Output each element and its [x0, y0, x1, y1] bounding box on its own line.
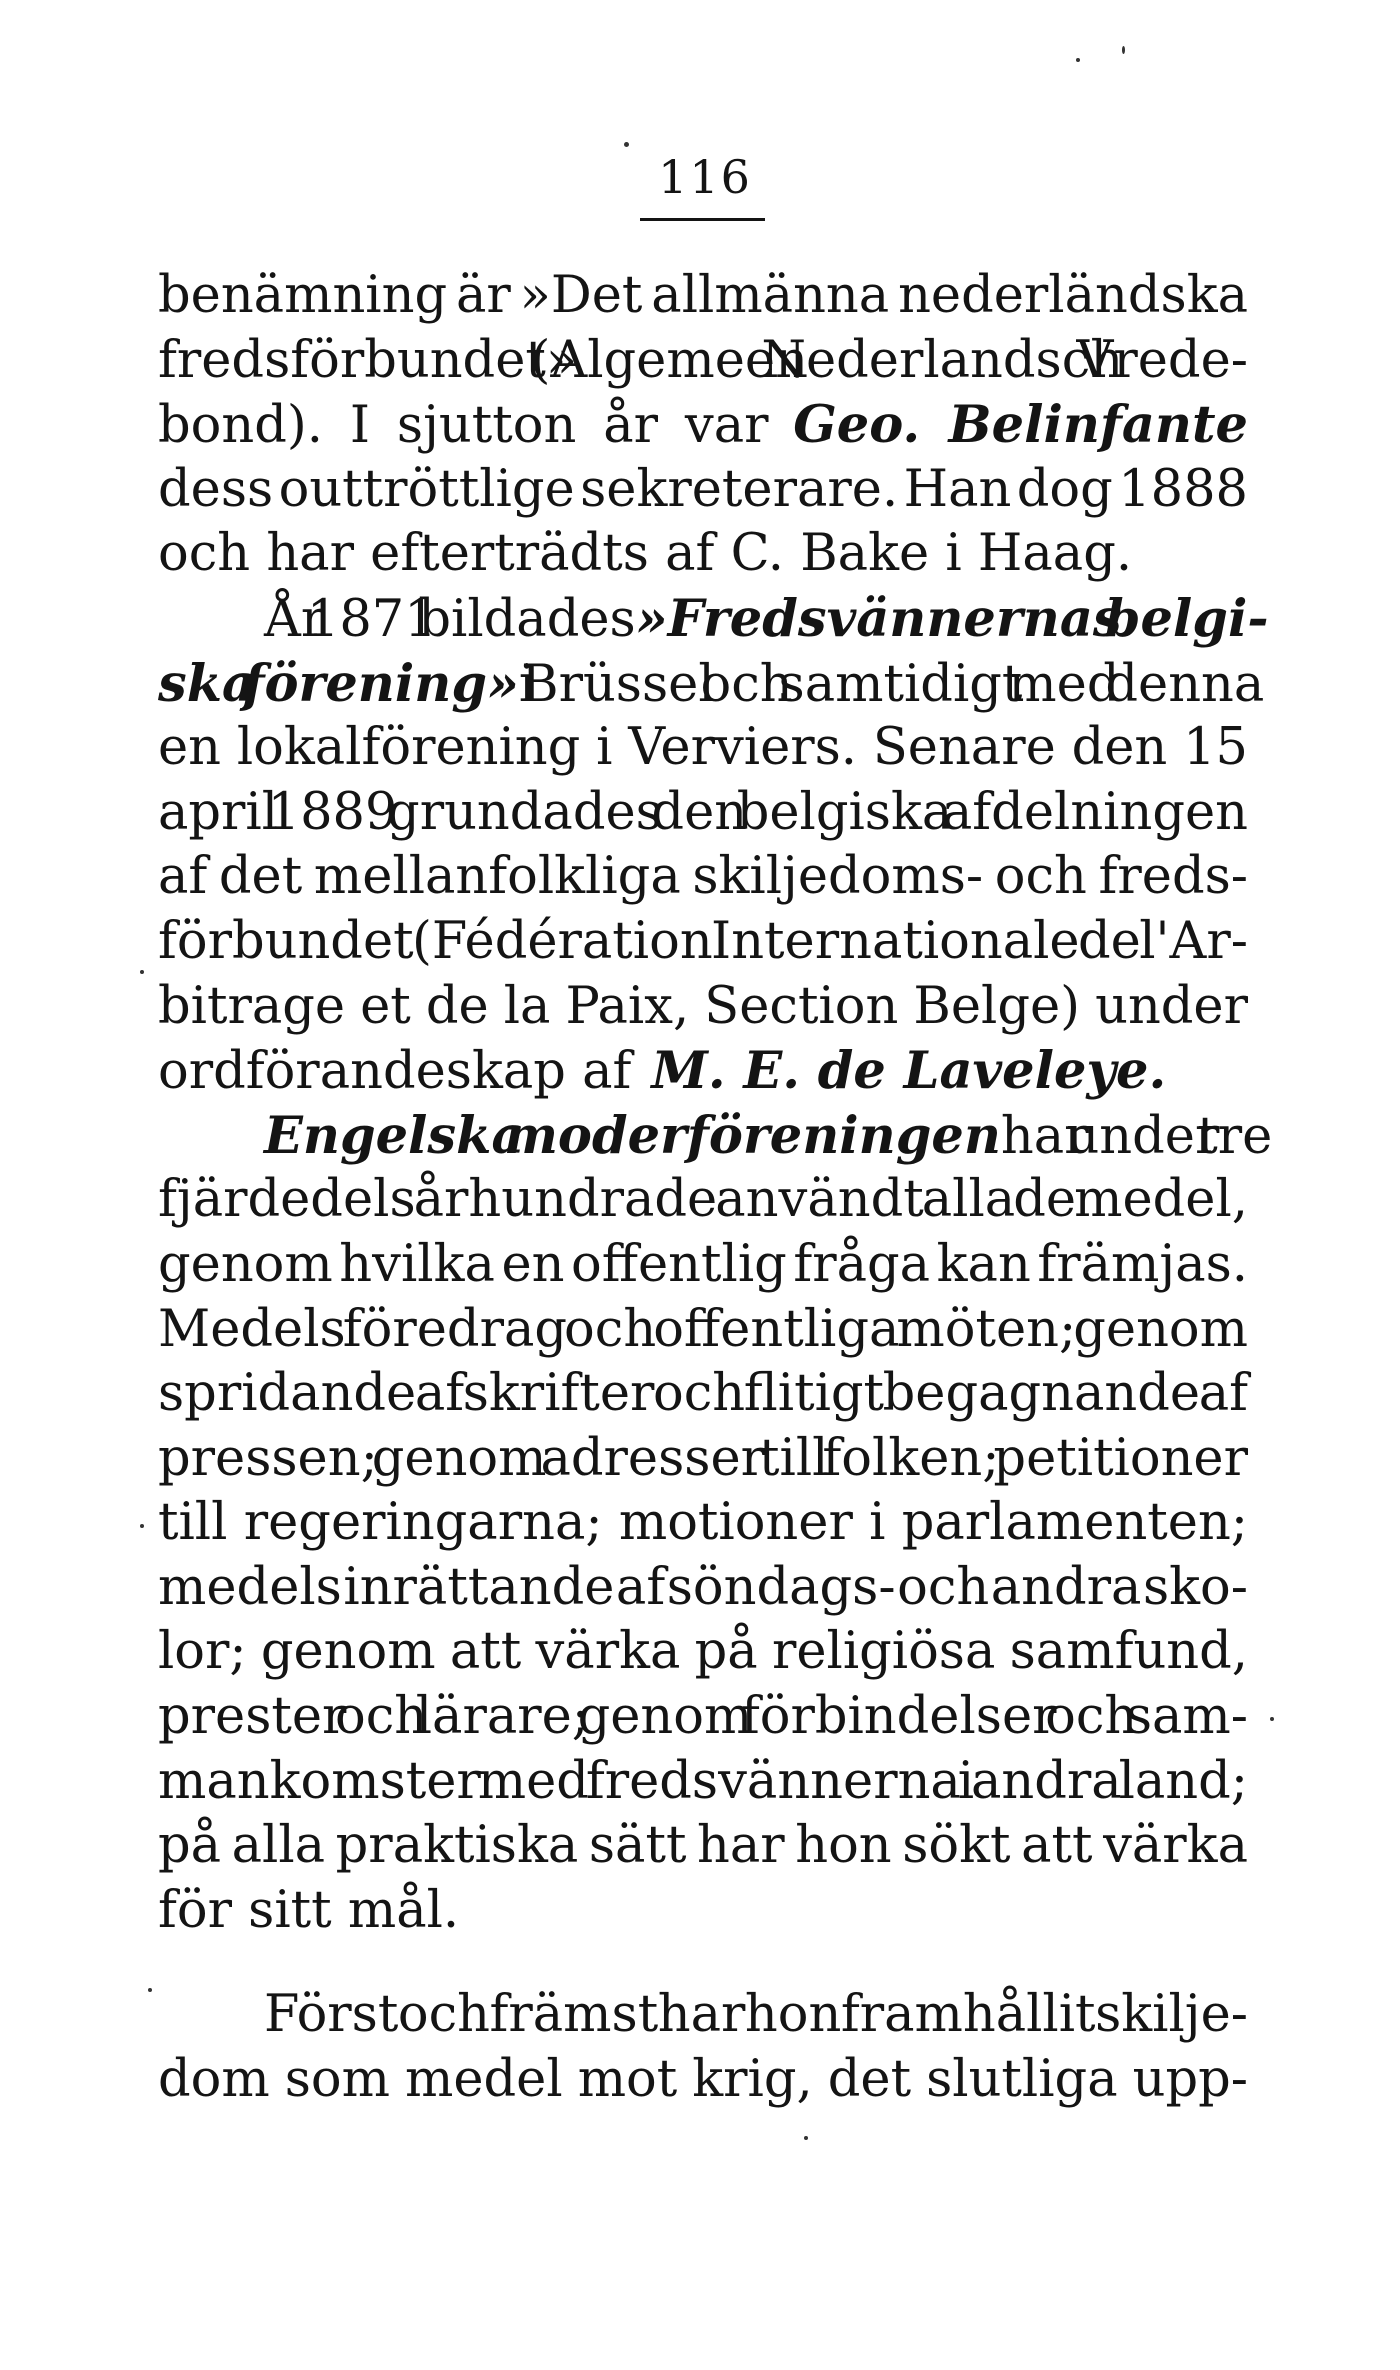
text-line — [158, 1814, 1248, 1879]
text-line — [158, 458, 1248, 523]
text-line — [158, 1556, 1248, 1621]
text-line — [158, 910, 1248, 975]
text-segment: förbundet (Fédération Internationale de l'Ar- — [158, 911, 1248, 971]
text-line — [158, 1104, 1273, 1169]
page-number-rule — [640, 218, 765, 221]
text-segment: i Brüssel och samtidigt med denna — [518, 654, 1265, 714]
text-line — [158, 1168, 1248, 1233]
page-number: 116 — [658, 150, 752, 204]
scan-speck — [1270, 1717, 1274, 1721]
text-segment: har under tre — [1000, 1106, 1273, 1166]
text-segment: bond). I sjutton år var — [158, 396, 769, 456]
text-line — [158, 522, 1248, 587]
text-line — [158, 329, 1248, 394]
text-segment: benämning är »Det allmänna nederländska — [158, 266, 1248, 325]
text-line — [158, 1620, 1248, 1685]
text-line — [158, 264, 1248, 329]
italic-segment: Geo. Belinfante — [793, 395, 1248, 456]
scan-speck — [624, 142, 629, 147]
scan-speck — [1076, 58, 1080, 62]
text-segment: fjärdedels århundrade användt alla de medel, — [158, 1170, 1248, 1230]
text-segment: År 1871 bildades — [264, 589, 636, 649]
text-line — [158, 716, 1248, 781]
text-segment: pressen; genom adresser till folken; petitioner — [158, 1428, 1248, 1488]
text-segment: af det mellanfolkliga skiljedoms- och freds- — [158, 847, 1248, 907]
text-segment: en lokalförening i Verviers. Senare den 15 — [158, 718, 1248, 778]
text-segment: Först och främst har hon framhållit skilje- — [264, 1985, 1248, 2045]
italic-segment: »Fredsvännernas belgi- — [635, 588, 1269, 649]
text-line — [158, 1750, 1248, 1815]
text-line — [158, 1427, 1248, 1492]
text-line — [158, 1362, 1248, 1427]
text-line — [158, 2048, 1248, 2113]
text-line — [158, 587, 1269, 652]
text-segment: spridande af skrifter och flitigt begagnande af — [158, 1364, 1248, 1424]
text-segment: april 1889 grundades den belgiska afdelningen — [158, 782, 1248, 842]
scan-speck — [1122, 46, 1125, 54]
text-line — [158, 845, 1248, 910]
text-segment: till regeringarna; motioner i parlamenten; — [158, 1493, 1248, 1553]
text-line — [158, 1233, 1248, 1298]
text-segment: prester och lärare; genom förbindelser och sam- — [158, 1687, 1248, 1747]
text-segment: Medels föredrag och offentliga möten; genom — [158, 1299, 1248, 1359]
text-line — [158, 1879, 1248, 1944]
scan-speck — [148, 1988, 152, 1992]
text-segment: ordförandeskap af — [158, 1042, 632, 1102]
text-line — [158, 781, 1248, 846]
text-line — [158, 1491, 1248, 1556]
text-line — [158, 1298, 1248, 1363]
italic-segment: M. E. de Laveleye. — [651, 1041, 1167, 1102]
text-segment: på alla praktiska sätt har hon sökt att värka — [158, 1816, 1248, 1876]
text-segment: för sitt mål. — [158, 1880, 460, 1940]
text-line — [158, 975, 1248, 1040]
body-text — [158, 264, 1273, 2113]
scan-speck — [804, 2136, 808, 2140]
text-segment: bitrage et de la Paix, Section Belge) under — [158, 976, 1248, 1036]
scan-speck — [140, 1524, 144, 1528]
scan-speck — [140, 970, 144, 974]
italic-segment: ska förening» — [158, 653, 519, 714]
text-segment: dom som medel mot krig, det slutliga upp- — [158, 2050, 1248, 2110]
text-segment: dess outtröttlige sekreterare. Han dog 1888 — [158, 459, 1248, 519]
text-segment: fredsförbundet» (Algemeen Nederlandsch Vrede- — [158, 330, 1248, 390]
text-segment: medels inrättande af söndags- och andra sko- — [158, 1557, 1248, 1617]
text-line — [158, 1983, 1248, 2048]
text-line — [158, 1039, 1248, 1104]
text-segment: och har efterträdts af C. Bake i Haag. — [158, 524, 1133, 584]
text-segment: mankomster med fredsvännerna i andra land; — [158, 1751, 1248, 1811]
text-segment: genom hvilka en offentlig fråga kan främjas. — [158, 1234, 1248, 1294]
text-line — [158, 1685, 1248, 1750]
text-line — [158, 652, 1265, 717]
text-segment: lor; genom att värka på religiösa samfund, — [158, 1622, 1248, 1682]
text-line — [158, 393, 1248, 458]
italic-segment: Engelska moderföreningen — [264, 1105, 1001, 1166]
